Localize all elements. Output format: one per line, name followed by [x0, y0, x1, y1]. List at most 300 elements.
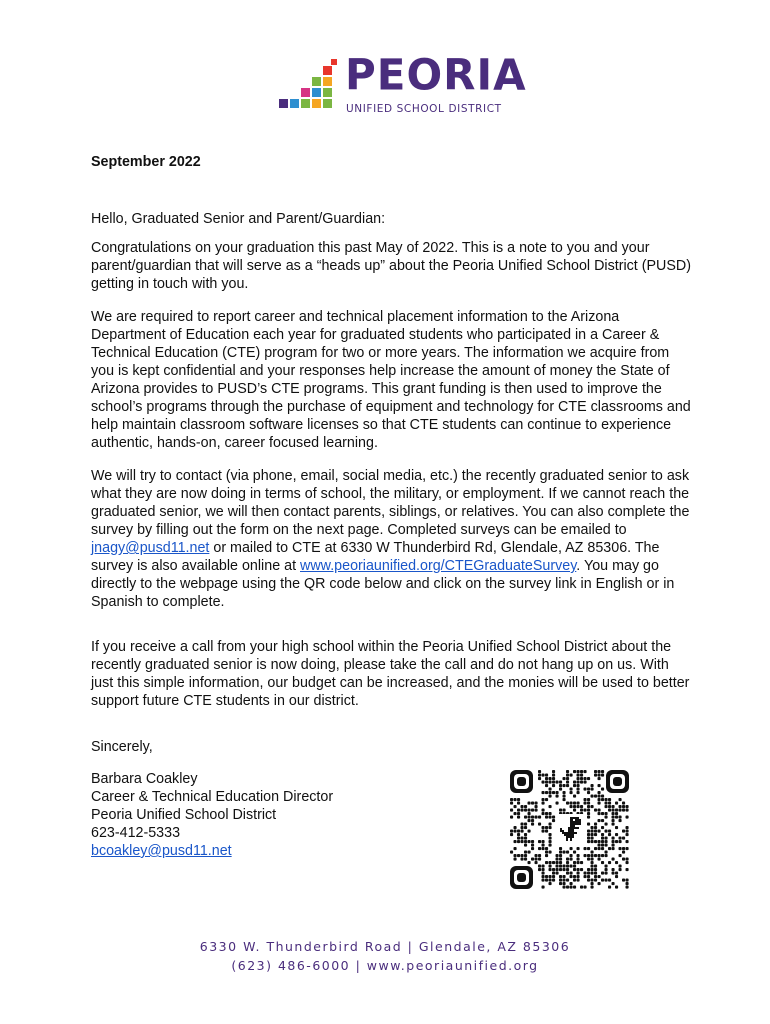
qr-module	[552, 819, 555, 822]
qr-module	[584, 809, 587, 812]
qr-module	[587, 872, 590, 875]
qr-module	[605, 798, 608, 801]
qr-module	[556, 868, 559, 871]
qr-module	[528, 840, 531, 843]
qr-module	[591, 854, 594, 857]
qr-module	[598, 770, 601, 773]
qr-module	[584, 886, 587, 889]
qr-module	[587, 879, 590, 882]
qr-module	[594, 865, 597, 868]
qr-module	[601, 798, 604, 801]
qr-module	[619, 809, 622, 812]
qr-module	[524, 809, 527, 812]
qr-module	[605, 805, 608, 808]
qr-module	[601, 833, 604, 836]
qr-module	[549, 840, 552, 843]
qr-module	[587, 833, 590, 836]
qr-module	[608, 830, 611, 833]
qr-module	[591, 882, 594, 885]
dinosaur-icon	[556, 814, 584, 844]
qr-module	[580, 809, 583, 812]
qr-module	[549, 837, 552, 840]
qr-module	[622, 858, 625, 861]
qr-module	[594, 840, 597, 843]
qr-module	[566, 879, 569, 882]
qr-module	[545, 812, 548, 815]
qr-module	[531, 802, 534, 805]
qr-module	[612, 823, 615, 826]
qr-module	[524, 854, 527, 857]
qr-module	[524, 840, 527, 843]
qr-module	[517, 812, 520, 815]
qr-module	[556, 865, 559, 868]
qr-module	[577, 777, 580, 780]
qr-module	[570, 875, 573, 878]
qr-module	[524, 823, 527, 826]
qr-module	[608, 809, 611, 812]
email-link-jnagy[interactable]: jnagy@pusd11.net	[91, 540, 210, 556]
qr-module	[545, 774, 548, 777]
qr-module	[594, 770, 597, 773]
qr-module	[549, 868, 552, 871]
qr-module	[622, 809, 625, 812]
qr-module	[514, 826, 517, 829]
qr-module	[556, 795, 559, 798]
qr-module	[601, 861, 604, 864]
qr-module	[580, 868, 583, 871]
qr-module	[542, 840, 545, 843]
qr-module	[594, 879, 597, 882]
qr-module	[594, 823, 597, 826]
qr-module	[542, 802, 545, 805]
qr-module	[591, 805, 594, 808]
qr-module	[601, 847, 604, 850]
qr-module	[612, 858, 615, 861]
qr-module	[545, 784, 548, 787]
logo-subtitle: UNIFIED SCHOOL DISTRICT	[346, 103, 502, 115]
qr-module	[566, 861, 569, 864]
qr-module	[587, 840, 590, 843]
qr-module	[591, 858, 594, 861]
qr-module	[615, 826, 618, 829]
qr-module	[538, 865, 541, 868]
qr-module	[601, 879, 604, 882]
qr-module	[591, 886, 594, 889]
qr-module	[538, 774, 541, 777]
qr-module	[545, 847, 548, 850]
qr-module	[612, 844, 615, 847]
qr-module	[605, 802, 608, 805]
qr-module	[591, 879, 594, 882]
qr-module	[605, 868, 608, 871]
qr-module	[566, 886, 569, 889]
paragraph-contact-text-1: We will try to contact (via phone, email, social media, etc.) the recently graduated senior to ask what they are now doing in terms of school, the military, or employment. If we cannot reach the graduated senior, we will then contact parents, siblings, or relatives. You can also complete the survey by filling out the form on the next page. Completed surveys can be emailed to	[91, 468, 690, 538]
qr-module	[573, 805, 576, 808]
qr-module	[598, 844, 601, 847]
qr-module	[514, 847, 517, 850]
qr-module	[514, 798, 517, 801]
qr-module	[601, 770, 604, 773]
qr-module	[566, 770, 569, 773]
qr-module	[622, 879, 625, 882]
qr-module	[556, 861, 559, 864]
signature-email-link[interactable]: bcoakley@pusd11.net	[91, 843, 232, 859]
qr-module	[570, 847, 573, 850]
qr-module	[601, 844, 604, 847]
qr-module	[538, 816, 541, 819]
qr-module	[591, 872, 594, 875]
qr-module	[549, 777, 552, 780]
qr-module	[587, 791, 590, 794]
letter-closing: Sincerely,	[91, 739, 153, 755]
footer-address: 6330 W. Thunderbird Road | Glendale, AZ 85306	[199, 939, 571, 954]
qr-module	[584, 788, 587, 791]
qr-module	[542, 798, 545, 801]
qr-module	[601, 826, 604, 829]
qr-module	[510, 816, 513, 819]
qr-module	[545, 830, 548, 833]
qr-module	[549, 865, 552, 868]
qr-module	[542, 809, 545, 812]
qr-module	[570, 805, 573, 808]
qr-module	[608, 886, 611, 889]
qr-module	[619, 805, 622, 808]
qr-module	[542, 872, 545, 875]
qr-module	[622, 851, 625, 854]
qr-module	[570, 791, 573, 794]
qr-module	[577, 784, 580, 787]
qr-module	[542, 774, 545, 777]
letter-body	[91, 153, 691, 860]
qr-module	[559, 868, 562, 871]
qr-module	[563, 879, 566, 882]
qr-module	[622, 802, 625, 805]
qr-module	[528, 809, 531, 812]
qr-module	[559, 781, 562, 784]
qr-module	[608, 861, 611, 864]
qr-module	[549, 823, 552, 826]
letter-greeting: Hello, Graduated Senior and Parent/Guardian:	[91, 211, 386, 227]
qr-module	[552, 861, 555, 864]
qr-module	[514, 805, 517, 808]
qr-module	[573, 851, 576, 854]
qr-module	[542, 781, 545, 784]
qr-module	[605, 844, 608, 847]
qr-module	[626, 879, 629, 882]
qr-module	[559, 847, 562, 850]
paragraph-phone-call: If you receive a call from your high school within the Peoria Unified School District about the recently graduated senior is now doing, please take the call and do not hang up on us. With just this simple information, our budget can be increased, and the monies will be used to better support future CTE students in our district.	[91, 639, 690, 709]
qr-module	[598, 875, 601, 878]
qr-module	[514, 830, 517, 833]
qr-module	[542, 826, 545, 829]
qr-module	[601, 795, 604, 798]
qr-module	[598, 847, 601, 850]
qr-module	[524, 851, 527, 854]
qr-module	[594, 868, 597, 871]
qr-module	[535, 858, 538, 861]
qr-module	[626, 886, 629, 889]
qr-module	[545, 851, 548, 854]
qr-module	[528, 819, 531, 822]
qr-module	[538, 858, 541, 861]
survey-link[interactable]: www.peoriaunified.org/CTEGraduateSurvey	[300, 558, 577, 574]
qr-module	[587, 809, 590, 812]
qr-module	[608, 879, 611, 882]
qr-module	[510, 802, 513, 805]
qr-module	[580, 774, 583, 777]
qr-module	[563, 791, 566, 794]
signature-name: Barbara Coakley	[91, 771, 198, 787]
qr-module	[591, 840, 594, 843]
qr-module	[566, 851, 569, 854]
qr-module	[573, 784, 576, 787]
qr-module	[524, 805, 527, 808]
qr-module	[580, 805, 583, 808]
qr-module	[615, 809, 618, 812]
qr-module	[587, 830, 590, 833]
qr-module	[538, 868, 541, 871]
qr-module	[517, 854, 520, 857]
qr-module	[517, 840, 520, 843]
qr-module	[559, 788, 562, 791]
qr-module	[545, 791, 548, 794]
qr-module	[584, 802, 587, 805]
qr-module	[573, 770, 576, 773]
qr-module	[549, 805, 552, 808]
qr-module	[587, 854, 590, 857]
qr-module	[594, 854, 597, 857]
qr-module	[626, 830, 629, 833]
qr-module	[626, 805, 629, 808]
qr-module	[601, 819, 604, 822]
qr-module	[542, 847, 545, 850]
qr-module	[587, 858, 590, 861]
signature-title: Career & Technical Education Director	[91, 789, 334, 805]
qr-module	[531, 847, 534, 850]
qr-module	[608, 805, 611, 808]
qr-module	[577, 788, 580, 791]
qr-module	[542, 791, 545, 794]
qr-module	[626, 809, 629, 812]
qr-module	[577, 858, 580, 861]
qr-module	[545, 861, 548, 864]
qr-module	[587, 777, 590, 780]
qr-module	[615, 816, 618, 819]
qr-module	[601, 812, 604, 815]
qr-module	[559, 879, 562, 882]
qr-module	[524, 858, 527, 861]
qr-module	[542, 886, 545, 889]
qr-module	[612, 816, 615, 819]
qr-module	[584, 875, 587, 878]
qr-module	[549, 791, 552, 794]
qr-module	[619, 819, 622, 822]
qr-module	[615, 802, 618, 805]
qr-finder-top-right	[606, 770, 629, 793]
qr-module	[528, 802, 531, 805]
qr-module	[517, 802, 520, 805]
qr-module	[549, 861, 552, 864]
qr-module	[570, 872, 573, 875]
qr-module	[521, 830, 524, 833]
qr-module	[549, 833, 552, 836]
qr-module	[601, 788, 604, 791]
qr-module	[577, 805, 580, 808]
qr-module	[608, 802, 611, 805]
qr-module	[591, 826, 594, 829]
qr-module	[563, 865, 566, 868]
qr-module	[584, 854, 587, 857]
paragraph-contact	[91, 467, 691, 611]
qr-module	[598, 812, 601, 815]
qr-module	[615, 872, 618, 875]
qr-module	[577, 774, 580, 777]
qr-module	[570, 886, 573, 889]
qr-module	[563, 784, 566, 787]
qr-module	[566, 781, 569, 784]
qr-module	[517, 809, 520, 812]
qr-module	[577, 875, 580, 878]
qr-module	[552, 781, 555, 784]
qr-module	[552, 875, 555, 878]
qr-module	[542, 812, 545, 815]
qr-module	[552, 770, 555, 773]
qr-module	[559, 882, 562, 885]
qr-module	[549, 851, 552, 854]
qr-module	[563, 777, 566, 780]
qr-module	[514, 812, 517, 815]
qr-module	[570, 774, 573, 777]
qr-module	[556, 791, 559, 794]
qr-module	[563, 882, 566, 885]
qr-module	[570, 858, 573, 861]
qr-module	[584, 781, 587, 784]
qr-module	[587, 837, 590, 840]
qr-module	[566, 777, 569, 780]
qr-module	[598, 777, 601, 780]
qr-module	[598, 791, 601, 794]
qr-module	[542, 844, 545, 847]
qr-module	[584, 798, 587, 801]
qr-module	[601, 872, 604, 875]
qr-module	[612, 840, 615, 843]
qr-module	[598, 795, 601, 798]
qr-module	[591, 865, 594, 868]
qr-module	[594, 872, 597, 875]
qr-module	[573, 886, 576, 889]
qr-module	[510, 833, 513, 836]
qr-module	[510, 798, 513, 801]
qr-module	[608, 798, 611, 801]
qr-module	[528, 830, 531, 833]
qr-module	[552, 872, 555, 875]
qr-module	[566, 865, 569, 868]
qr-module	[594, 826, 597, 829]
qr-module	[521, 840, 524, 843]
qr-module	[542, 868, 545, 871]
qr-module	[598, 840, 601, 843]
qr-module	[552, 777, 555, 780]
qr-module	[619, 840, 622, 843]
qr-module	[524, 833, 527, 836]
qr-module	[517, 837, 520, 840]
qr-module	[552, 784, 555, 787]
qr-module	[521, 805, 524, 808]
qr-module	[626, 847, 629, 850]
qr-module	[608, 847, 611, 850]
qr-module	[563, 886, 566, 889]
paragraph-contact-text-3: . You may go directly to the webpage using the QR code below and click on the survey link in English or in Spanish to complete.	[91, 558, 675, 610]
qr-module	[580, 770, 583, 773]
qr-module	[577, 854, 580, 857]
qr-module	[619, 868, 622, 871]
qr-module	[521, 858, 524, 861]
qr-module	[612, 837, 615, 840]
qr-module	[587, 798, 590, 801]
qr-module	[598, 798, 601, 801]
qr-module	[549, 844, 552, 847]
qr-module	[573, 879, 576, 882]
qr-module	[587, 847, 590, 850]
qr-module	[573, 781, 576, 784]
qr-module	[570, 865, 573, 868]
qr-module	[573, 865, 576, 868]
qr-module	[538, 777, 541, 780]
qr-module	[601, 837, 604, 840]
qr-module	[563, 795, 566, 798]
qr-module	[591, 833, 594, 836]
qr-module	[612, 868, 615, 871]
qr-module	[612, 872, 615, 875]
qr-module	[619, 847, 622, 850]
qr-module	[591, 837, 594, 840]
qr-module	[549, 879, 552, 882]
qr-module	[594, 847, 597, 850]
qr-module	[549, 826, 552, 829]
qr-module	[552, 868, 555, 871]
qr-module	[521, 826, 524, 829]
paragraph-contact-text-2: or mailed to CTE at 6330 W Thunderbird Rd, Glendale, AZ 85306. The survey is also available online at	[91, 540, 660, 574]
logo-squares-icon	[279, 56, 339, 116]
qr-module	[598, 858, 601, 861]
qr-module	[559, 861, 562, 864]
qr-module	[552, 879, 555, 882]
qr-module	[538, 770, 541, 773]
qr-module	[559, 784, 562, 787]
qr-module	[524, 816, 527, 819]
qr-module	[619, 865, 622, 868]
qr-module	[517, 816, 520, 819]
qr-module	[591, 830, 594, 833]
qr-module	[598, 830, 601, 833]
qr-module	[591, 861, 594, 864]
qr-module	[521, 823, 524, 826]
qr-module	[577, 847, 580, 850]
qr-module	[605, 865, 608, 868]
qr-module	[552, 816, 555, 819]
qr-module	[514, 858, 517, 861]
qr-module	[535, 809, 538, 812]
qr-module	[531, 809, 534, 812]
qr-module	[598, 809, 601, 812]
qr-module	[570, 802, 573, 805]
qr-code[interactable]	[508, 768, 631, 891]
qr-module	[605, 812, 608, 815]
qr-module	[591, 784, 594, 787]
qr-module	[545, 879, 548, 882]
qr-module	[521, 809, 524, 812]
qr-module	[521, 854, 524, 857]
